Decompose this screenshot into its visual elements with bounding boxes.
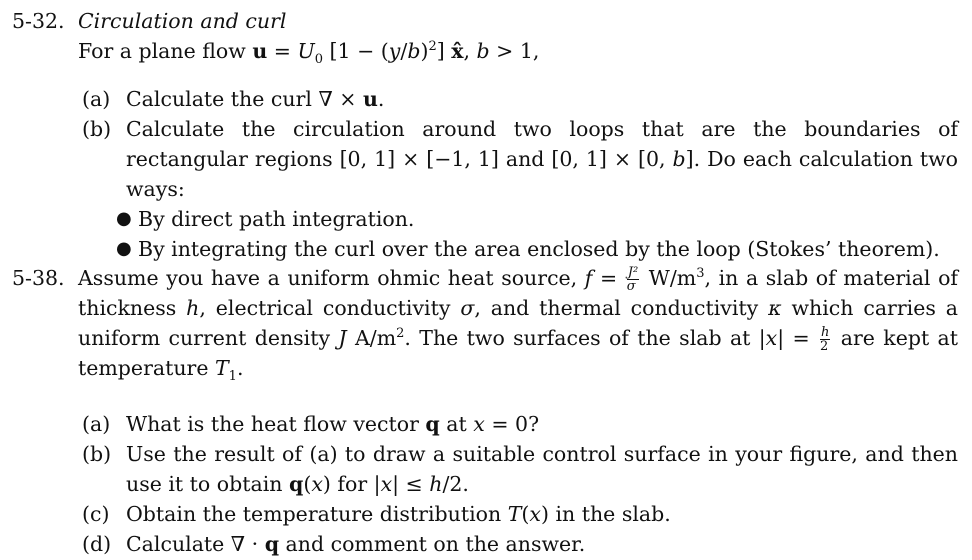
part-label: (b) [82,117,112,141]
problem-content [78,263,958,559]
part-label: (a) [82,87,111,111]
bullet-item: ● By integrating the curl over the area enclosed by the loop (Stokes’ theorem). [78,234,958,264]
problem-title: Circulation and curl [78,9,287,33]
problem-content [78,6,958,264]
fraction-h-over-2: $\frac{h}{2}$ [820,325,830,354]
part-d: (d) Calculate ∇ · q and comment on the answer. [78,529,958,559]
fraction-j2-over-sigma: $\frac{\text{J²}}{\sigma}$ [626,265,639,294]
problem-5-32 [12,6,958,264]
part-b: (b) Use the result of (a) to draw a suitable control surface in your figure, and then use it to obtain q(x) for |x| ≤ h/2. [78,439,958,499]
part-label: (a) [82,412,111,436]
bullet-item: ● By direct path integration. [78,204,958,234]
part-b: (b) Calculate the circulation around two loops that are the boundaries of rectangular regions [0, 1] × [−1, 1] and [0, 1] × [0, b]. Do each calculation two ways: [78,114,958,204]
bullet-dot-icon: ● [116,238,132,259]
problem-number: 5-38. [12,266,65,290]
part-label: (b) [82,442,112,466]
part-c: (c) Obtain the temperature distribution T(x) in the slab. [78,499,958,529]
bullet-list [78,204,958,264]
part-a: (a) What is the heat flow vector q at x = 0? [78,409,958,439]
part-label: (c) [82,502,110,526]
problem-parts [78,84,958,204]
problem-parts [78,409,958,559]
problem-number: 5-32. [12,9,65,33]
problem-intro: For a plane flow $u = U_0$ $[1 - (y/b)^2]$ x̂, b > 1, [78,39,540,68]
part-a: (a) Calculate the curl ∇ × u. [78,84,958,114]
problem-intro: Assume you have a uniform ohmic heat source, f = $\frac{\text{J²}}{\sigma}$ $W/m^3$, in a slab of material of thickness h, electrical conductivity σ, and thermal conductivity κ which carries a uniform current density J $A/m^2$. The two surfaces of the slab at |x| = $\frac{h}{2}$ are kept at temperature $T_1$. [78,265,958,385]
part-label: (d) [82,532,112,556]
bullet-dot-icon: ● [116,208,132,229]
problem-5-38 [12,263,958,559]
